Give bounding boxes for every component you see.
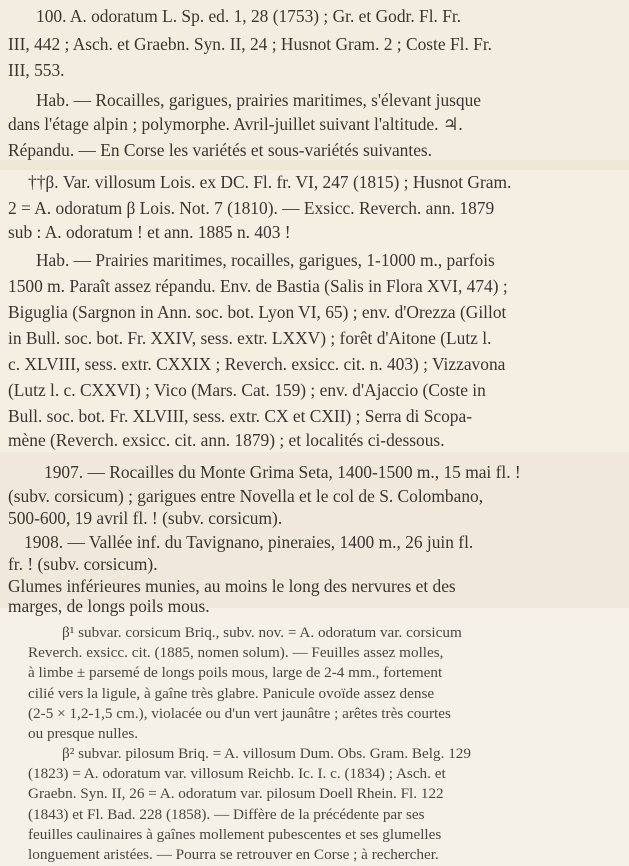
habitat-entry-line-4: in Bull. soc. bot. Fr. XXIV, sess. extr. LXXV) ; forêt d'Aitone (Lutz l. xyxy=(8,328,492,348)
records-entry-line-4: 1908. — Vallée inf. du Tavignano, pineraies, 1400 m., 26 juin fl. xyxy=(24,532,474,552)
species-entry-line-1: 100. A. odoratum L. Sp. ed. 1, 28 (1753) ; Gr. et Godr. Fl. Fr. xyxy=(36,6,462,26)
records-entry-line-2: (subv. corsicum) ; garigues entre Novella et le col de S. Colombano, xyxy=(8,486,484,506)
habitat-entry-line-3: Biguglia (Sargnon in Ann. soc. bot. Lyon VI, 65) ; env. d'Orezza (Gillot xyxy=(8,302,507,322)
species-entry-line-3: III, 553. xyxy=(8,60,65,80)
habitat-entry-line-5: c. XLVIII, sess. extr. CXXIX ; Reverch. exsicc. cit. n. 403) ; Vizzavona xyxy=(8,354,506,374)
habitat-entry-line-8: mène (Reverch. exsicc. cit. ann. 1879) ; et localités ci-dessous. xyxy=(8,430,445,450)
records-entry-line-7: marges, de longs poils mous. xyxy=(8,596,210,616)
records-entry-line-3: 500-600, 19 avril fl. ! (subv. corsicum). xyxy=(8,508,283,528)
band-2 xyxy=(0,160,629,170)
subvarieties-line-2: Reverch. exsicc. cit. (1885, nomen solum). — Feuilles assez molles, xyxy=(28,644,444,661)
habitat-entry-line-1: Hab. — Prairies maritimes, rocailles, garigues, 1-1000 m., parfois xyxy=(36,250,495,270)
habitat-entry-line-7: Bull. soc. bot. Fr. XLVIII, sess. extr. CX et CXII) ; Serra di Scopa- xyxy=(8,406,473,426)
species-entry-line-4: Hab. — Rocailles, garigues, prairies maritimes, s'élevant jusque xyxy=(36,90,482,110)
records-entry-line-5: fr. ! (subv. corsicum). xyxy=(8,554,158,574)
species-entry-line-2: III, 442 ; Asch. et Graebn. Syn. II, 24 ; Husnot Gram. 2 ; Coste Fl. Fr. xyxy=(8,34,492,54)
subvarieties-line-3: à limbe ± parsemé de longs poils mous, large de 2-4 mm., fortement xyxy=(28,664,443,681)
subvarieties-line-8: (1823) = A. odoratum var. villosum Reichb. Ic. I. c. (1834) ; Asch. et xyxy=(28,765,446,782)
variety-entry-line-3: sub : A. odoratum ! et ann. 1885 n. 403 ! xyxy=(8,222,291,242)
habitat-entry-line-2: 1500 m. Paraît assez répandu. Env. de Bastia (Salis in Flora XVI, 474) ; xyxy=(8,276,508,296)
subvarieties-line-11: feuilles caulinaires à gaînes mollement pubescentes et ses glumelles xyxy=(28,826,442,843)
subvarieties-line-7: β² subvar. pilosum Briq. = A. villosum Dum. Obs. Gram. Belg. 129 xyxy=(62,745,471,762)
records-entry-line-1: 1907. — Rocailles du Monte Grima Seta, 1400-1500 m., 15 mai fl. ! xyxy=(44,462,521,482)
subvarieties-line-6: ou presque nulles. xyxy=(28,725,139,742)
variety-entry-line-1: ††β. Var. villosum Lois. ex DC. Fl. fr. VI, 247 (1815) ; Husnot Gram. xyxy=(28,172,512,192)
subvarieties-line-12: longuement aristées. — Pourra se retrouver en Corse ; à rechercher. xyxy=(28,846,439,863)
variety-entry-line-2: 2 = A. odoratum β Lois. Not. 7 (1810). — Exsicc. Reverch. ann. 1879 xyxy=(8,198,495,218)
subvarieties-line-10: (1843) et Fl. Bad. 228 (1858). — Diffère de la précédente par ses xyxy=(28,806,425,823)
subvarieties-line-4: cilié vers la ligule, à gaîne très glabre. Panicule ovoïde assez dense xyxy=(28,685,435,702)
subvarieties-line-1: β¹ subvar. corsicum Briq., subv. nov. = A. odoratum var. corsicum xyxy=(62,624,462,641)
subvarieties-line-9: Graebn. Syn. II, 26 = A. odoratum var. pilosum Doell Rhein. Fl. 122 xyxy=(28,785,444,802)
habitat-entry-line-6: (Lutz l. c. CXXVI) ; Vico (Mars. Cat. 159) ; env. d'Ajaccio (Coste in xyxy=(8,380,486,400)
subvarieties-line-5: (2-5 × 1,2-1,5 cm.), violacée ou d'un vert jaunâtre ; arêtes très courtes xyxy=(28,705,451,722)
records-entry-line-6: Glumes inférieures munies, au moins le long des nervures et des xyxy=(8,576,456,596)
species-entry-line-5: dans l'étage alpin ; polymorphe. Avril-juillet suivant l'altitude. ♃. xyxy=(8,114,463,134)
species-entry-line-6: Répandu. — En Corse les variétés et sous-variétés suivantes. xyxy=(8,140,433,160)
